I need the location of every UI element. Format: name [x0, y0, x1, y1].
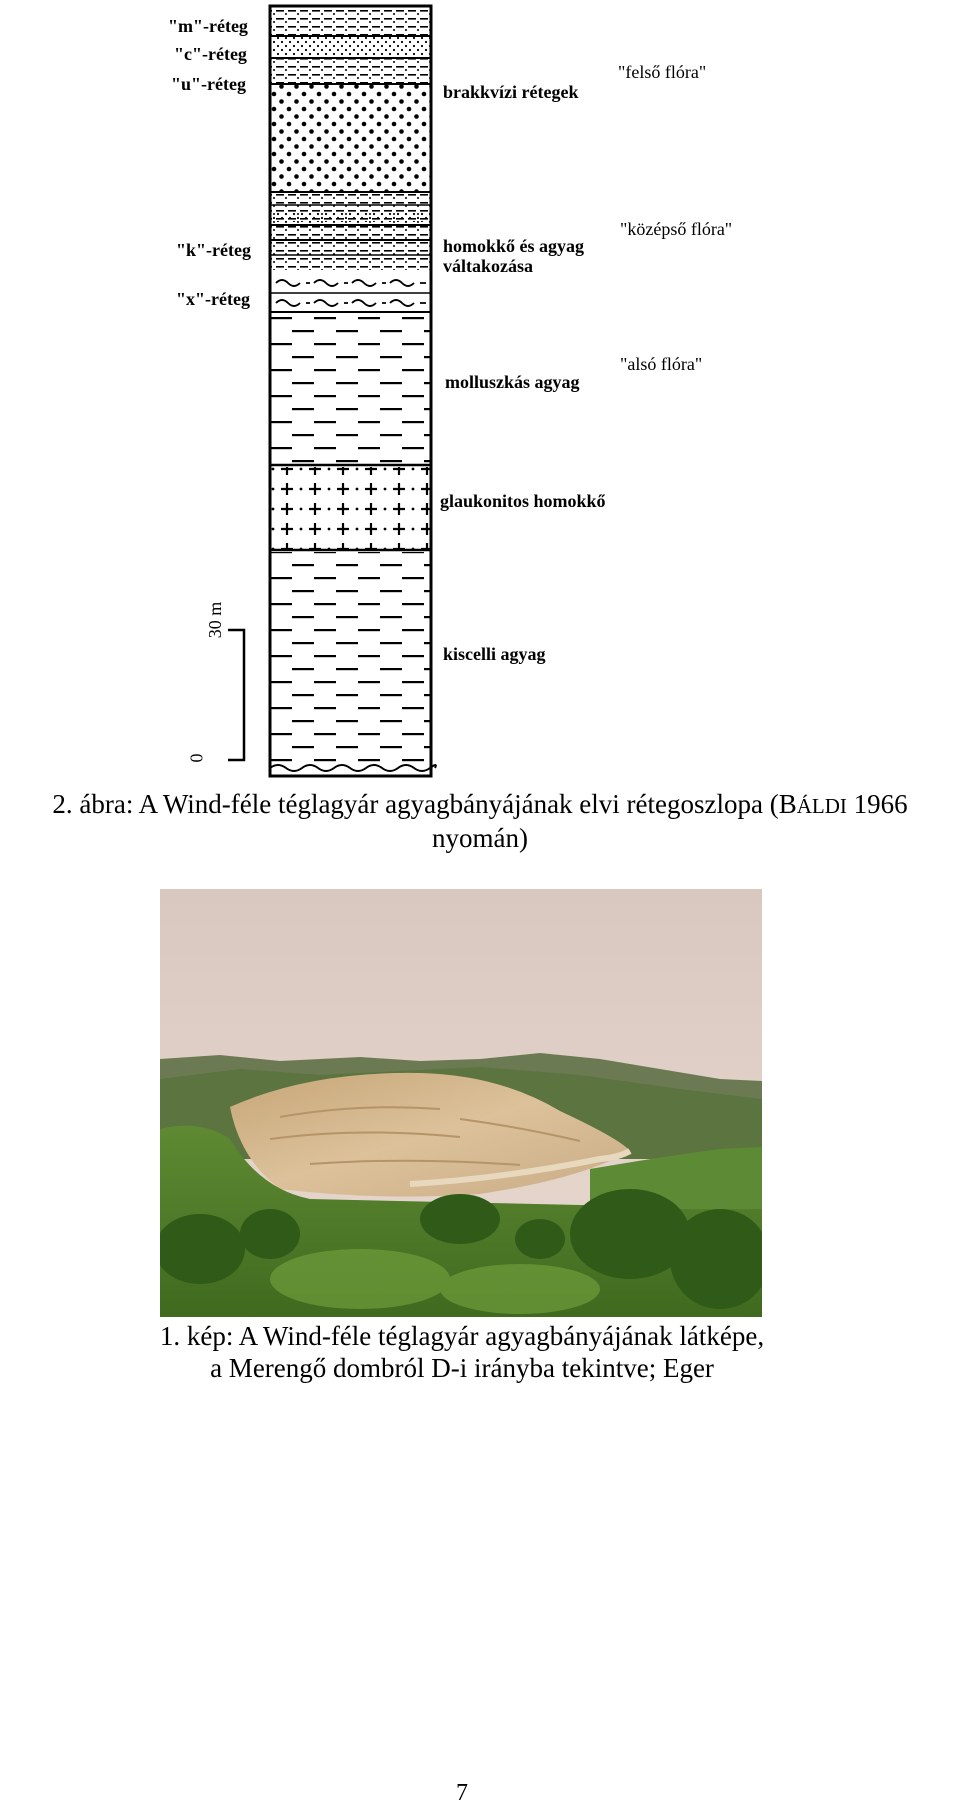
- photo-caption-line1: 1. kép: A Wind-féle téglagyár agyagbányájának látképe,: [159, 1321, 765, 1351]
- stratigraphic-column: [0, 0, 960, 790]
- caption-suffix: 1966: [846, 789, 908, 819]
- label-upper-flora: "felső flóra": [618, 62, 707, 82]
- layer-label-c: "c"-réteg: [174, 44, 247, 64]
- caption-prefix: 2. ábra: A Wind-féle téglagyár agyagbányájának elvi rétegoszlopa (B: [52, 789, 797, 819]
- photo-caption-line2: a Merengő dombról D-i irányba tekintve; Eger: [210, 1353, 714, 1383]
- label-lower-flora: "alsó flóra": [620, 354, 703, 374]
- mollusc-clay-layer: [270, 314, 431, 464]
- label-brackish-layers: brakkvízi rétegek: [443, 82, 579, 102]
- label-glauconite: glaukonitos homokkő: [440, 491, 606, 511]
- thin-strata-top: [270, 8, 431, 84]
- label-sand-clay-1: homokkő és agyag: [443, 236, 585, 256]
- figure-caption: [0, 788, 960, 854]
- brackish-sand-layer: [270, 84, 431, 192]
- sand-clay-alternation: [270, 192, 431, 312]
- label-middle-flora: "középső flóra": [620, 219, 733, 239]
- quarry-photo-image: [160, 889, 762, 1317]
- label-sand-clay-2: váltakozása: [443, 256, 533, 276]
- layer-label-u: "u"-réteg: [171, 74, 246, 94]
- label-mollusc-clay: molluszkás agyag: [445, 372, 580, 392]
- page-number: 7: [456, 1780, 468, 1806]
- kiscell-clay-layer: [270, 552, 431, 762]
- scale-bar: [228, 630, 244, 760]
- layer-label-x: "x"-réteg: [176, 289, 250, 309]
- layer-label-m: "m"-réteg: [168, 16, 248, 36]
- label-kiscell-clay: kiscelli agyag: [443, 644, 546, 664]
- scale-label-30m: 30 m: [205, 601, 225, 639]
- photo-caption: [0, 1320, 924, 1384]
- caption-author: ÁLDI: [796, 794, 847, 818]
- glauconite-sandstone-layer: [270, 467, 431, 549]
- figure-caption-line2: nyomán): [432, 823, 528, 853]
- quarry-photo: [160, 889, 762, 1317]
- figure-caption-line1: [0, 788, 960, 822]
- scale-label-0: 0: [186, 753, 207, 763]
- layer-label-k: "k"-réteg: [176, 240, 251, 260]
